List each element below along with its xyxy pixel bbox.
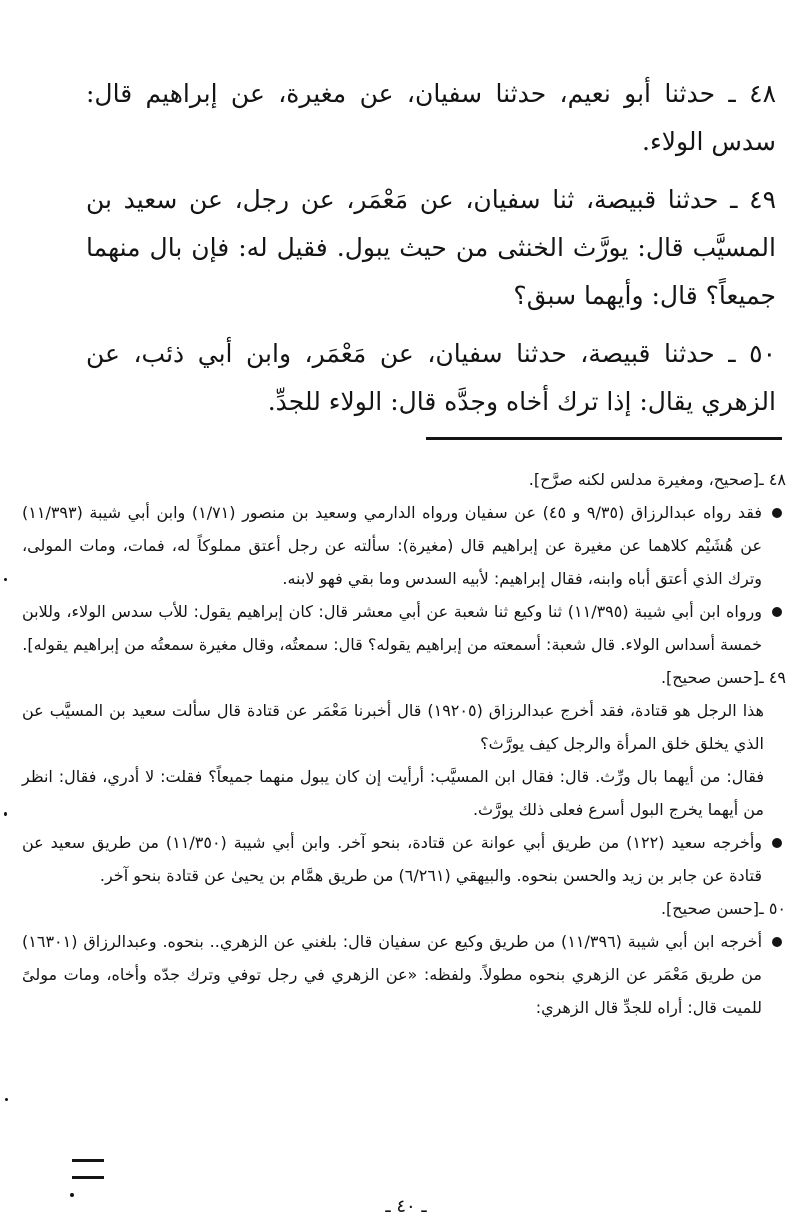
hadith-50: ٥٠ ـ حدثنا قبيصة، حدثنا سفيان، عن مَعْمَر، وابن أبي ذئب، عن الزهري يقال: إذا ترك أخاه وجدَّه قال: الولاء للجدِّ. [86, 339, 776, 416]
footnotes [22, 463, 786, 1024]
note-50-bullet-1-text: أخرجه ابن أبي شيبة (١١/٣٩٦) من طريق وكيع عن سفيان قال: بلغني عن الزهري.. بنحوه. وعبدالرزاق (١٦٣٠١) من طريق مَعْمَر عن الزهري بنحوه مطولاً. ولفظه: «عن الزهري في رجل توفي وترك جدّه وأخاه، ومات مولىً للميت قال: أراه للجدِّ قال الزهري: [22, 932, 763, 1017]
note-48-bullet-2 [22, 595, 786, 661]
bullet-icon [772, 838, 782, 848]
continuation-mark [72, 1159, 104, 1179]
note-48-bullet-1 [22, 496, 786, 595]
scan-speck [5, 1098, 8, 1101]
scan-speck [4, 812, 7, 816]
note-49-bullet-1 [22, 826, 786, 892]
note-49-bullet-1-text: وأخرجه سعيد (١٢٢) من طريق أبي عوانة عن قتادة، بنحو آخر. وابن أبي شيبة (١١/٣٥٠) من طريق سعيد عن قتادة عن جابر بن زيد والحسن بنحوه. والبيهقي (٦/٢٦١) من طريق همَّام بن يحيىٰ عن قتادة بنحو آخر. [22, 833, 763, 885]
note-48-bullet-2-text: ورواه ابن أبي شيبة (١١/٣٩٥) ثنا وكيع ثنا شعبة عن أبي معشر قال: كان إبراهيم يقول: للأب سدس الولاء، وللابن خمسة أسداس الولاء. قال شعبة: أسمعته من إبراهيم يقوله؟ قال: سمعتُه، وقال مغيرة سمعتُه من إبراهيم يقوله]. [22, 602, 763, 654]
main-text [86, 70, 776, 436]
note-50-grade: ٥٠ ـ[حسن صحيح]. [660, 899, 786, 918]
footnote-separator [426, 437, 782, 440]
note-50-bullet-1 [22, 925, 786, 1024]
bullet-icon [772, 937, 782, 947]
scan-speck [4, 578, 7, 581]
note-49-para-2: فقال: من أيهما بال ورِّث. قال: فقال ابن المسيَّب: أرأيت إن كان يبول منهما جميعاً؟ فقلت: لا أدري، فقال: انظر من أيهما يخرج البول أسرع فعلى ذلك يورَّث. [22, 767, 764, 819]
hadith-49: ٤٩ ـ حدثنا قبيصة، ثنا سفيان، عن مَعْمَر، عن رجل، عن سعيد بن المسيَّب قال: يورَّث الخنثى من حيث يبول. فقيل له: فإن بال منهما جميعاً؟ قال: وأيهما سبق؟ [86, 185, 776, 310]
scan-speck [70, 1193, 74, 1197]
hadith-48: ٤٨ ـ حدثنا أبو نعيم، حدثنا سفيان، عن مغيرة، عن إبراهيم قال: سدس الولاء. [86, 79, 776, 156]
page-number: ـ ٤٠ ـ [385, 1196, 427, 1217]
note-49-para-1: هذا الرجل هو قتادة، فقد أخرج عبدالرزاق (١٩٢٠٥) قال أخبرنا مَعْمَر عن قتادة قال سألت سعيد بن المسيَّب عن الذي يخلق خلق المرأة والرجل كيف يورَّث؟ [22, 701, 764, 753]
note-48-grade: ٤٨ ـ[صحيح، ومغيرة مدلس لكنه صرَّح]. [528, 470, 786, 489]
bullet-icon [772, 607, 782, 617]
note-48-bullet-1-text: فقد رواه عبدالرزاق (٩/٣٥ و ٤٥) عن سفيان ورواه الدارمي وسعيد بن منصور (١/٧١) وابن أبي شيبة (١١/٣٩٣) عن هُشَيْم كلاهما عن مغيرة عن إبراهيم قال (مغيرة): سألته عن رجل أعتق مملوكاً له، فمات، ومات المولى، وترك الذي أعتق أباه وابنه، فقال إبراهيم: لأبيه السدس وما بقي فهو لابنه. [22, 503, 762, 588]
bullet-icon [772, 508, 782, 518]
note-49-grade: ٤٩ ـ[حسن صحيح]. [660, 668, 786, 687]
